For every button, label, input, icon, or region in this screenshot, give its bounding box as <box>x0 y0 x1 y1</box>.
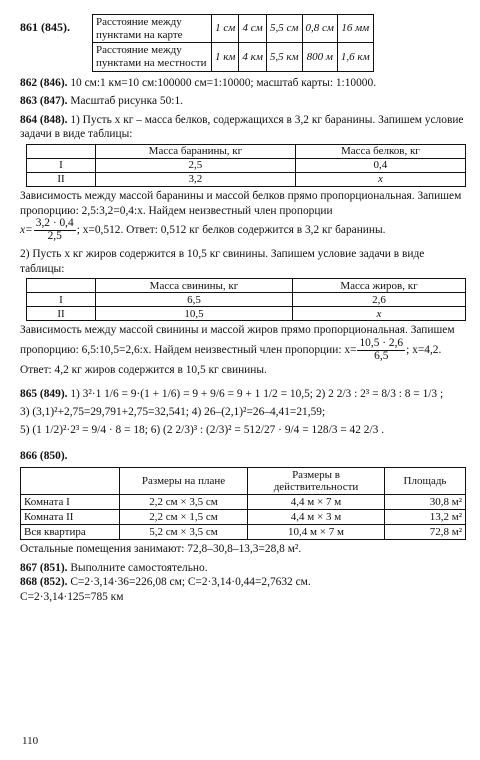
paragraph: Зависимость между массой баранины и массой белков прямо пропорциональная. Запишем пропорцию: 2,5:3,2=0,4:x. Найдем неизвестный член пропорции <box>20 189 462 217</box>
table-header: Масса жиров, кг <box>292 279 465 293</box>
table-cell: 5,5 см <box>266 15 302 43</box>
table-header: Масса баранины, кг <box>96 144 296 158</box>
problem-label: 868 (852). <box>20 576 68 589</box>
problem-862 <box>20 76 466 91</box>
table-cell: 3,2 <box>96 172 296 186</box>
denominator: 2,5 <box>47 230 62 243</box>
problem-863 <box>20 94 466 109</box>
paragraph: ; x=4,2. Ответ: 4,2 кг жиров содержится в 10,5 кг свинины. <box>20 343 442 376</box>
table-cell: 4 км <box>239 43 266 71</box>
page-number: 110 <box>22 735 39 747</box>
fraction <box>357 338 405 363</box>
table-cell: 72,8 м² <box>385 525 466 540</box>
problem-label: 862 (846). <box>20 76 68 89</box>
table-header: Масса свинины, кг <box>96 279 293 293</box>
table-row <box>27 307 466 321</box>
problem-text: 1) Пусть x кг – масса белков, содержащихся в 3,2 кг баранины. Запишем условие задачи в виде таблицы: <box>20 113 464 141</box>
table-cell: 1 км <box>212 43 239 71</box>
table-row <box>93 15 374 43</box>
table-row <box>21 525 466 540</box>
math-line: 1) 3²·1 1/6 = 9·(1 + 1/6) = 9 + 9/6 = 9 + 1 1/2 = 10,5; 2) 2 2/3 : 2³ = 8/3 : 8 = 1/3 ; <box>70 388 444 401</box>
table-cell: 1 см <box>212 15 239 43</box>
problem-867 <box>20 561 466 576</box>
table-cell: 10,4 м × 7 м <box>248 525 385 540</box>
table-header: Масса белков, кг <box>295 144 465 158</box>
math-line: 5) (1 1/2)²·2³ = 9/4 · 8 = 18; 6) (2 2/3)³ : (2/3)² = 512/27 · 9/4 = 128/3 = 42 2/3 . <box>20 423 385 436</box>
table-row <box>27 158 466 172</box>
problem-text: Выполните самостоятельно. <box>70 561 208 574</box>
table-cell: 2,2 см × 3,5 см <box>120 494 248 509</box>
table-cell: 5,5 км <box>266 43 302 71</box>
table-row <box>27 279 466 293</box>
table-header <box>27 279 96 293</box>
problem-865 <box>20 387 466 402</box>
table-cell: 5,2 см × 3,5 см <box>120 525 248 540</box>
problem-868 <box>20 575 466 590</box>
table-header <box>21 467 120 494</box>
table-row <box>93 43 374 71</box>
table-header: Площадь <box>385 467 466 494</box>
table-cell: I <box>27 293 96 307</box>
table-cell: 10,5 <box>96 307 293 321</box>
table-cell: 4,4 м × 7 м <box>248 494 385 509</box>
paragraph: Зависимость между массой свинины и массой жиров прямо пропорциональная. Запишем пропорцию: 6,5:10,5=2,6:x. Найдем неизвестный член пропорции: x= <box>20 324 455 356</box>
table-cell: 16 мм <box>337 15 373 43</box>
math-line: 3) (3,1)²+2,75=29,791+2,75=32,541; 4) 26–(2,1)²=26–4,41=21,59; <box>20 405 326 418</box>
denominator: 6,5 <box>374 349 389 362</box>
table-cell: 4 см <box>239 15 266 43</box>
problem-label: 866 (850). <box>20 450 68 463</box>
problem-label: 867 (851). <box>20 561 68 574</box>
problem-text: C=2·3,14·36=226,08 см; C=2·3,14·0,44=2,7632 см. <box>70 576 311 589</box>
problem-label: 861 (845). <box>20 20 70 34</box>
numerator: 3,2 · 0,4 <box>35 217 74 230</box>
problem-text: 10 см:1 км=10 см:100000 см=1:10000; масштаб карты: 1:10000. <box>70 76 377 89</box>
table-row <box>27 144 466 158</box>
table-row <box>21 467 466 494</box>
page-content <box>20 14 466 605</box>
table-cell: x <box>295 172 465 186</box>
lamb-table <box>26 144 466 187</box>
table-cell: Комната II <box>21 510 120 525</box>
table-row <box>27 172 466 186</box>
paragraph: 2) Пусть x кг жиров содержится в 10,5 кг свинины. Запишем условие задачи в виде таблицы: <box>20 248 425 275</box>
table-header: Размеры на плане <box>120 467 248 494</box>
table-row <box>21 494 466 509</box>
table-cell: II <box>27 307 96 321</box>
problem-label: 863 (847). <box>20 95 68 108</box>
table-cell: II <box>27 172 96 186</box>
table-cell: 800 м <box>302 43 337 71</box>
apartment-table <box>20 467 466 540</box>
math-text: x= <box>20 224 33 237</box>
problem-text: Масштаб рисунка 50:1. <box>70 95 184 108</box>
fraction <box>34 218 76 243</box>
table-header <box>27 144 96 158</box>
table-cell: 30,8 м² <box>385 494 466 509</box>
problem-label: 864 (848). <box>20 113 68 126</box>
problem-label: 865 (849). <box>20 388 68 401</box>
table-cell: 2,6 <box>292 293 465 307</box>
formula-line <box>20 218 466 243</box>
paragraph: Остальные помещения занимают: 72,8–30,8–13,3=28,8 м². <box>20 543 302 556</box>
table-cell: 1,6 км <box>337 43 373 71</box>
table-cell: 6,5 <box>96 293 293 307</box>
pork-table <box>26 278 466 321</box>
numerator: 10,5 · 2,6 <box>359 336 404 349</box>
table-cell: Вся квартира <box>21 525 120 540</box>
table-cell: 2,5 <box>96 158 296 172</box>
table-cell: x <box>292 307 465 321</box>
formula-line <box>20 323 466 377</box>
table-cell: Расстояние между пунктами на карте <box>93 15 212 43</box>
problem-861 <box>20 14 466 72</box>
scale-table <box>92 14 374 72</box>
table-cell: 2,2 см × 1,5 см <box>120 510 248 525</box>
table-cell: Комната I <box>21 494 120 509</box>
table-header: Размеры в действительности <box>248 467 385 494</box>
paragraph: ; x=0,512. Ответ: 0,512 кг белков содержится в 3,2 кг баранины. <box>76 224 386 237</box>
table-cell: I <box>27 158 96 172</box>
table-row <box>21 510 466 525</box>
table-row <box>27 293 466 307</box>
table-cell: Расстояние между пунктами на местности <box>93 43 212 71</box>
table-cell: 13,2 м² <box>385 510 466 525</box>
table-cell: 4,4 м × 3 м <box>248 510 385 525</box>
table-cell: 0,8 см <box>302 15 337 43</box>
problem-text: C=2·3,14·125=785 км <box>20 591 124 603</box>
problem-864 <box>20 113 466 142</box>
table-cell: 0,4 <box>295 158 465 172</box>
